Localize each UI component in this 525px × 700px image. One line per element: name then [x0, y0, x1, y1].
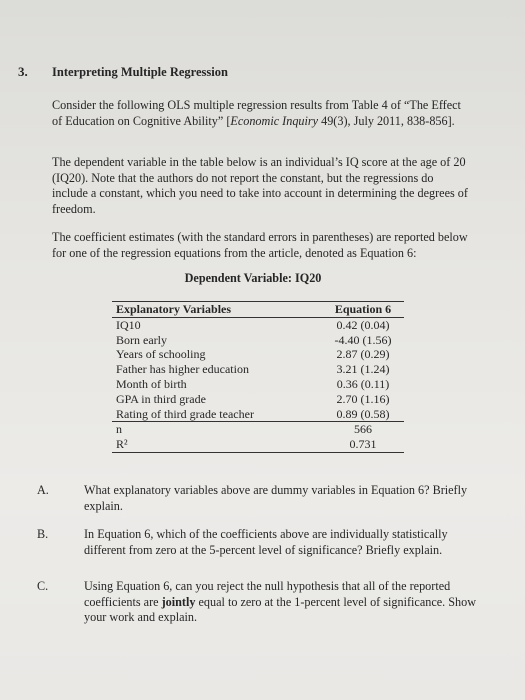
row-value: 2.87 (0.29)	[336, 347, 390, 362]
part-c-emphasis: jointly	[161, 594, 196, 609]
row-value: 3.21 (1.24)	[336, 362, 390, 377]
part-c-label: C.	[37, 579, 49, 593]
part-a-text: What explanatory variables above are dummy variables in Equation 6? Briefly explain.	[84, 483, 468, 513]
r-squared-label: R²	[112, 437, 322, 452]
question-title: Interpreting Multiple Regression	[52, 65, 228, 79]
row-label: Years of schooling	[116, 347, 206, 362]
table-row-n	[112, 422, 404, 437]
row-label: GPA in third grade	[116, 391, 206, 406]
table-row	[112, 347, 404, 362]
part-a-label: A.	[37, 483, 49, 497]
part-c-text	[84, 579, 476, 626]
table-title: Dependent Variable: IQ20	[184, 271, 322, 285]
table-row	[112, 377, 404, 392]
table-row	[112, 362, 404, 377]
row-label: Rating of third grade teacher	[112, 407, 322, 422]
dependent-variable-paragraph: The dependent variable in the table below is an individual’s IQ score at the age of 20 (IQ20). Note that the authors do not report the constant, but the regressions do include a constant, which you need to take into account in determining the degrees of freedom.	[52, 155, 468, 216]
part-c-text-before: Using Equation 6, can you reject the null hypothesis that all of the reported coefficients are	[84, 579, 451, 609]
table-row	[112, 317, 404, 332]
row-value: 2.70 (1.16)	[336, 391, 390, 406]
row-label: Month of birth	[116, 376, 187, 391]
table-row-r-squared	[112, 437, 404, 452]
row-value: 0.89 (0.58)	[322, 407, 404, 422]
intro-text-after: 49(3), July 2011, 838-856].	[318, 113, 455, 128]
row-label: IQ10	[116, 317, 141, 332]
part-b-label: B.	[37, 527, 49, 541]
header-explanatory-variables: Explanatory Variables	[112, 302, 322, 318]
part-b-text: In Equation 6, which of the coefficients above are individually statistically different from zero at the 5-percent level of significance? Briefly explain.	[84, 527, 448, 557]
row-value: 0.36 (0.11)	[336, 376, 390, 391]
question-number: 3.	[18, 64, 28, 79]
part-c-text-after: equal to zero at the 1-percent level of significance. Show your work and explain.	[84, 594, 477, 625]
r-squared-value: 0.731	[322, 437, 404, 452]
coefficient-paragraph: The coefficient estimates (with the standard errors in parentheses) are reported below for one of the regression equations from the article, denoted as Equation 6:	[52, 230, 468, 260]
header-equation-6: Equation 6	[322, 302, 404, 318]
row-label: Father has higher education	[116, 362, 249, 377]
table-row	[112, 392, 404, 407]
row-value: 0.42 (0.04)	[336, 317, 390, 332]
regression-table	[112, 301, 404, 453]
n-value: 566	[354, 422, 372, 437]
intro-text-before: Consider the following OLS multiple regression results from Table 4 of “The Effect of Education on Cognitive Ability” [	[52, 98, 461, 128]
table-row	[112, 333, 404, 348]
table-header-row	[112, 302, 404, 318]
table-row	[112, 407, 404, 422]
journal-name: Economic Inquiry	[230, 113, 319, 128]
row-label: Born early	[116, 332, 167, 347]
row-value: -4.40 (1.56)	[334, 332, 392, 347]
n-label: n	[116, 422, 122, 437]
intro-paragraph	[52, 98, 468, 129]
